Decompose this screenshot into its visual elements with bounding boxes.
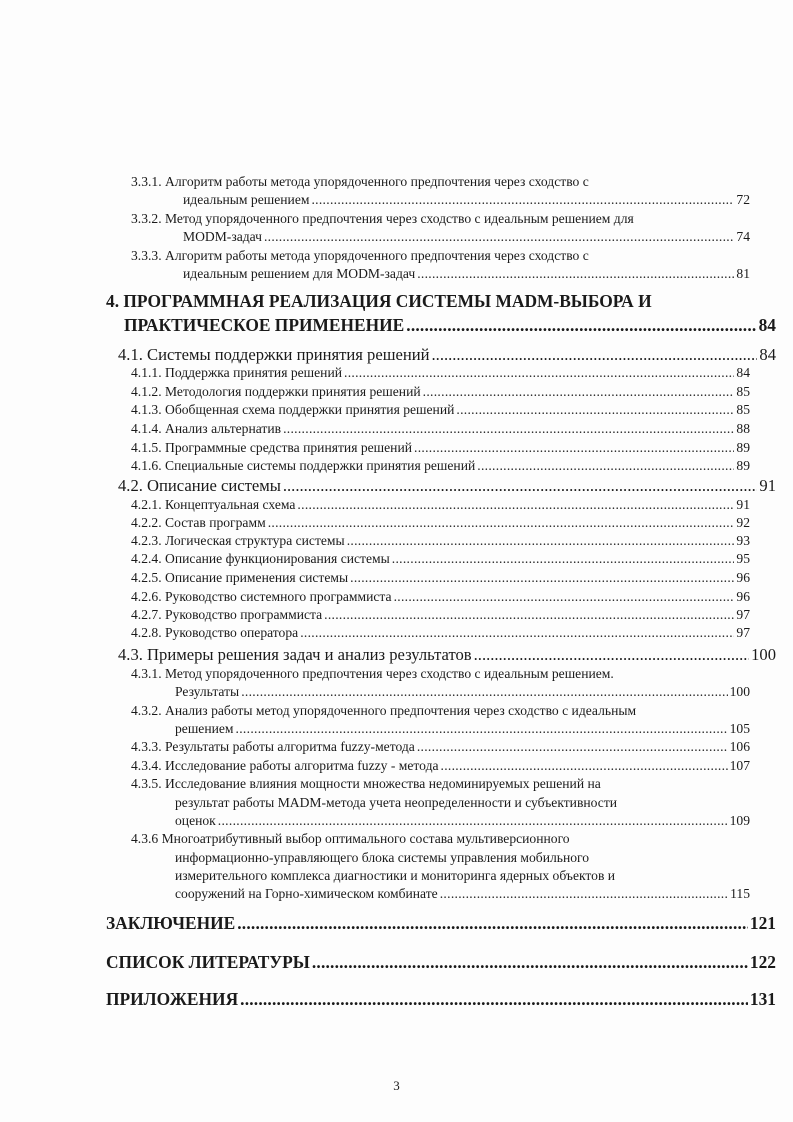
toc-entry-title: Анализ работы метод упорядоченного предпочтения через сходство с идеальным xyxy=(165,703,637,718)
leader-dots xyxy=(394,589,735,605)
toc-entry-title: Состав программ xyxy=(165,515,266,530)
toc-page-number: 96 xyxy=(736,589,750,604)
toc-page-number: 74 xyxy=(736,229,750,244)
toc-entry-title-cont: измерительного комплекса диагностики и мониторинга ядерных объектов и xyxy=(175,868,616,883)
toc-entry-title: Специальные системы поддержки принятия решений xyxy=(165,458,476,473)
toc-entry-title-cont: сооружений на Горно-химическом комбинате xyxy=(175,886,438,901)
toc-entry-title: Описание функционирования системы xyxy=(165,551,390,566)
toc-chapter-title: ПРОГРАММНАЯ РЕАЛИЗАЦИЯ СИСТЕМЫ MADM-ВЫБОРА И xyxy=(123,291,652,311)
toc-entry-number: 4.2.2. xyxy=(131,515,162,530)
toc-entry-title: Описание системы xyxy=(147,476,281,495)
toc-page-number: 84 xyxy=(736,365,750,380)
toc-entry-title-cont: решением xyxy=(175,721,234,736)
toc-entry-number: 4.1.6. xyxy=(131,458,162,473)
leader-dots xyxy=(344,365,734,381)
leader-dots xyxy=(312,952,748,973)
toc-entry-title: Концептуальная схема xyxy=(165,497,296,512)
toc-entry-title: Исследование влияния мощности множества недоминируемых решений на xyxy=(165,776,601,791)
toc-entry-number: 4.2.3. xyxy=(131,533,162,548)
toc-entry-number: 3.3.2. xyxy=(131,211,162,226)
leader-dots xyxy=(440,886,728,902)
toc-entry-title: Исследование работы алгоритма fuzzy - метода xyxy=(165,758,439,773)
toc-entry-number: 4.1.1. xyxy=(131,365,162,380)
toc-chapter-title: СПИСОК ЛИТЕРАТУРЫ xyxy=(106,952,310,972)
toc-page-number: 89 xyxy=(736,440,750,455)
leader-dots xyxy=(423,384,735,400)
toc-chapter-title: ЗАКЛЮЧЕНИЕ xyxy=(106,913,236,933)
toc-entry-title: Руководство системного программиста xyxy=(165,589,392,604)
toc-page-number: 105 xyxy=(729,721,750,736)
toc-entry-number: 4.3.6 xyxy=(131,831,159,846)
leader-dots xyxy=(283,421,734,437)
toc-chapter-number: 4. xyxy=(106,291,120,311)
toc-entry-title-cont: информационно-управляющего блока системы управления мобильного xyxy=(175,850,590,865)
toc-page-number: 84 xyxy=(759,345,776,364)
toc-page-number: 96 xyxy=(736,570,750,585)
toc-entry-title: Анализ альтернатив xyxy=(165,421,282,436)
toc-entry-number: 4.1.4. xyxy=(131,421,162,436)
toc-entry-number: 4.2.8. xyxy=(131,625,162,640)
toc-entry-number: 4.3. xyxy=(118,645,143,664)
leader-dots xyxy=(414,440,734,456)
toc-page-number: 93 xyxy=(736,533,750,548)
toc-page-number: 109 xyxy=(729,813,750,828)
toc-page-number: 97 xyxy=(736,625,750,640)
toc-entry-title: Руководство программиста xyxy=(165,607,323,622)
toc-entry-number: 4.3.3. xyxy=(131,739,162,754)
toc-entry-title: Обобщенная схема поддержки принятия решений xyxy=(165,402,455,417)
toc-page-number: 122 xyxy=(749,952,776,972)
toc-entry-title: Системы поддержки принятия решений xyxy=(147,345,430,364)
toc-entry-number: 4.3.5. xyxy=(131,776,162,791)
toc-entry-title: Алгоритм работы метода упорядоченного предпочтения через сходство с xyxy=(165,174,589,189)
toc-entry-number: 4.1.2. xyxy=(131,384,162,399)
leader-dots xyxy=(350,570,734,586)
toc-entry-title: Метод упорядоченного предпочтения через сходство с идеальным решением для xyxy=(165,211,634,226)
toc-page-number: 121 xyxy=(749,913,776,933)
leader-dots xyxy=(283,476,758,496)
toc-entry-number: 4.3.2. xyxy=(131,703,162,718)
leader-dots xyxy=(417,266,734,282)
toc-page-number: 92 xyxy=(736,515,750,530)
leader-dots xyxy=(218,813,728,829)
toc-entry-number: 4.3.4. xyxy=(131,758,162,773)
toc-entry-title: Алгоритм работы метода упорядоченного предпочтения через сходство с xyxy=(165,248,589,263)
leader-dots xyxy=(417,739,728,755)
leader-dots xyxy=(237,913,748,934)
leader-dots xyxy=(240,989,748,1010)
toc-entry-title-cont: MODM-задач xyxy=(183,229,262,244)
toc-page-number: 95 xyxy=(736,551,750,566)
toc-entry-number: 4.1. xyxy=(118,345,143,364)
toc-page-number: 100 xyxy=(729,684,750,699)
leader-dots xyxy=(300,625,734,641)
toc-entry-title: Методология поддержки принятия решений xyxy=(165,384,421,399)
toc-entry-title: Поддержка принятия решений xyxy=(165,365,343,380)
leader-dots xyxy=(236,721,728,737)
toc-entry-title: Результаты работы алгоритма fuzzy-метода xyxy=(165,739,415,754)
leader-dots xyxy=(241,684,727,700)
toc-entry-title: Метод упорядоченного предпочтения через сходство с идеальным решением. xyxy=(165,666,614,681)
toc-entry-title: Примеры решения задач и анализ результатов xyxy=(147,645,472,664)
leader-dots xyxy=(477,458,734,474)
toc-entry-title-cont: оценок xyxy=(175,813,216,828)
toc-entry-title: Руководство оператора xyxy=(165,625,299,640)
toc-entry-title: Логическая структура системы xyxy=(165,533,345,548)
leader-dots xyxy=(311,192,734,208)
leader-dots xyxy=(441,758,728,774)
leader-dots xyxy=(324,607,734,623)
toc-entry-title: Описание применения системы xyxy=(165,570,349,585)
toc-page-number: 89 xyxy=(736,458,750,473)
toc-page-number: 81 xyxy=(736,266,750,281)
toc-entry-title: Многоатрибутивный выбор оптимального состава мультиверсионного xyxy=(161,831,570,846)
toc-page-number: 97 xyxy=(736,607,750,622)
leader-dots xyxy=(406,315,756,336)
page-number: 3 xyxy=(393,1078,400,1093)
leader-dots xyxy=(474,645,749,665)
toc-page-number: 131 xyxy=(749,989,776,1009)
toc-entry-number: 4.2.4. xyxy=(131,551,162,566)
leader-dots xyxy=(392,551,735,567)
toc-chapter-title: ПРИЛОЖЕНИЯ xyxy=(106,989,239,1009)
toc-entry-number: 4.2.1. xyxy=(131,497,162,512)
toc-page-number: 107 xyxy=(729,758,750,773)
toc-entry-number: 4.1.3. xyxy=(131,402,162,417)
toc-entry-number: 4.2.7. xyxy=(131,607,162,622)
toc-entry-number: 4.2.5. xyxy=(131,570,162,585)
toc-page-number: 115 xyxy=(730,886,750,901)
toc-entry-title-cont: идеальным решением xyxy=(183,192,310,207)
toc-entry-title: Программные средства принятия решений xyxy=(165,440,413,455)
toc-chapter-title-cont: ПРАКТИЧЕСКОЕ ПРИМЕНЕНИЕ xyxy=(124,315,405,335)
toc-page-number: 91 xyxy=(736,497,750,512)
toc-page-number: 85 xyxy=(736,402,750,417)
toc-entry-number: 4.2.6. xyxy=(131,589,162,604)
leader-dots xyxy=(432,345,758,365)
toc-entry-number: 3.3.3. xyxy=(131,248,162,263)
toc-entry-title-cont: Результаты xyxy=(175,684,240,699)
toc-page-number: 84 xyxy=(758,315,776,335)
toc-entry-title-cont: результат работы MADM-метода учета неопределенности и субъективности xyxy=(175,795,618,810)
toc-page-number: 106 xyxy=(729,739,750,754)
toc-entry-number: 3.3.1. xyxy=(131,174,162,189)
leader-dots xyxy=(456,402,734,418)
leader-dots xyxy=(268,515,735,531)
toc-entry-number: 4.1.5. xyxy=(131,440,162,455)
leader-dots xyxy=(347,533,735,549)
toc-entry-number: 4.2. xyxy=(118,476,143,495)
toc-page-number: 100 xyxy=(751,645,776,664)
toc-page-number: 88 xyxy=(736,421,750,436)
toc-page-number: 85 xyxy=(736,384,750,399)
toc-entry-title-cont: идеальным решением для MODM-задач xyxy=(183,266,416,281)
toc-page-number: 91 xyxy=(759,476,776,495)
leader-dots xyxy=(264,229,734,245)
toc-entry-number: 4.3.1. xyxy=(131,666,162,681)
toc-page-number: 72 xyxy=(736,192,750,207)
leader-dots xyxy=(297,497,734,513)
